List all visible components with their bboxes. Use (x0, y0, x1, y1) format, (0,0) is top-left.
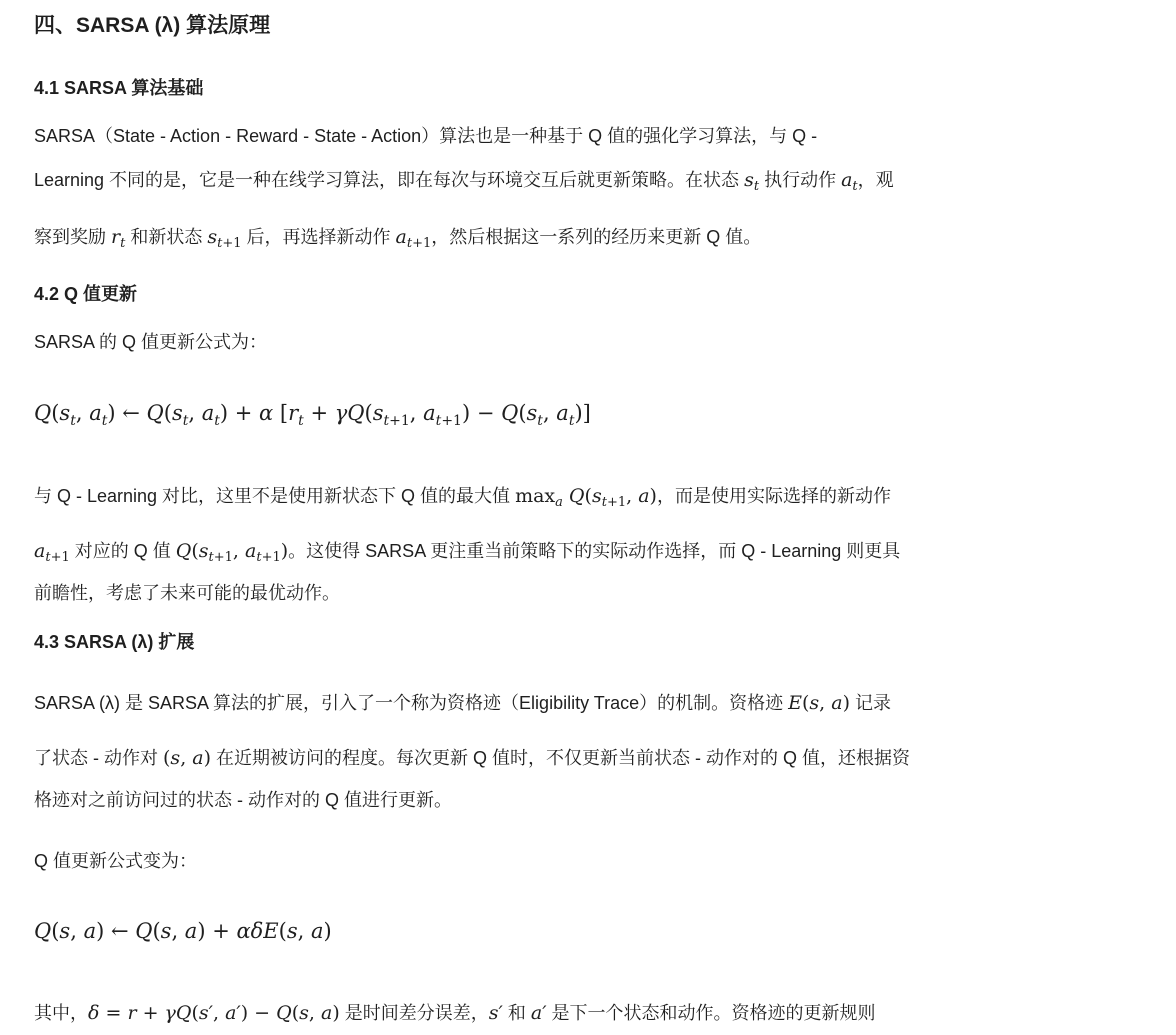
math-q-next: $Q(s_{t+1}$, $a_{t+1}$) (175, 540, 289, 565)
heading-4-3: 4.3 SARSA (λ) 扩展 (34, 632, 195, 652)
heading-4-1: 4.1 SARSA 算法基础 (34, 78, 204, 98)
math-e-sa: E(s, a) (788, 692, 850, 714)
math-a-t: $a_t$ (841, 169, 858, 194)
paragraph-4-2-intro: SARSA 的 Q 值更新公式为： (34, 332, 268, 352)
paragraph-4-3-line-2: 了状态 - 动作对 (s, a) 在近期被访问的程度。每次更新 Q 值时，不仅更新当前状态 - 动作对的 Q 值，还根据资 (34, 747, 911, 769)
paragraph-4-3-line-1: SARSA (λ) 是 SARSA 算法的扩展，引入了一个称为资格迹（Eligibility Trace）的机制。资格迹 E(s, a) 记录 (34, 692, 892, 714)
heading-4-2: 4.2 Q 值更新 (34, 284, 138, 304)
paragraph-4-2-line-1: 与 Q - Learning 对比，这里不是使用新状态下 Q 值的最大值 $\max_a Q(s_{t+1}$, a)，而是使用实际选择的新动作 (34, 485, 891, 510)
math-s-t: $s_t$ (744, 169, 760, 194)
math-max-q: $\max_a Q(s_{t+1}$, a) (515, 485, 657, 510)
math-s-prime: s′ (488, 1002, 503, 1024)
math-sa-pair: (s, a) (163, 747, 212, 769)
section-title: 四、SARSA (λ) 算法原理 (34, 14, 271, 37)
paragraph-4-2-line-3: 前瞻性，考虑了未来可能的最优动作。 (34, 583, 340, 603)
paragraph-4-3-line-3: 格迹对之前访问过的状态 - 动作对的 Q 值进行更新。 (34, 790, 452, 810)
sarsa-lambda-update-formula: Q(s, a) ← Q(s, a) + αδE(s, a) (34, 919, 332, 943)
math-a-t1: $a_{t+1}$ (34, 540, 70, 565)
math-a-t1: $a_{t+1}$ (395, 226, 432, 251)
paragraph-4-3-line-4: 其中，δ = r + γQ(s′, a′) − Q(s, a) 是时间差分误差，s′ 和 a′ 是下一个状态和动作。资格迹的更新规则 (34, 1002, 876, 1024)
paragraph-4-2-line-2: $a_{t+1}$ 对应的 Q 值 $Q(s_{t+1}$, $a_{t+1}$)。这使得 SARSA 更注重当前策略下的实际动作选择，而 Q - Learning 则更具 (34, 540, 901, 565)
math-td-error: δ = r + γQ(s′, a′) − Q(s, a) (88, 1002, 340, 1024)
paragraph-4-3-intro: Q 值更新公式变为： (34, 851, 198, 871)
paragraph-4-1-line-3: 察到奖励 $r_t$ 和新状态 $s_{t+1}$ 后，再选择新动作 $a_{t+1}$，然后根据这一系列的经历来更新 Q 值。 (34, 226, 762, 251)
math-a-prime: a′ (530, 1002, 547, 1024)
math-r-t: $r_t$ (111, 226, 126, 251)
math-s-t1: $s_{t+1}$ (207, 226, 242, 251)
paragraph-4-1-line-1: SARSA（State - Action - Reward - State - Action）算法也是一种基于 Q 值的强化学习算法，与 Q - (34, 126, 818, 146)
sarsa-update-formula: $Q(s_t$, $a_t$) ← $Q(s_t$, $a_t) + \alpha$ [$r_t + \gamma Q(s_{t+1}$, $a_{t+1}) - Q(s_t$, $a_t$)] (34, 401, 591, 429)
paragraph-4-1-line-2: Learning 不同的是，它是一种在线学习算法，即在每次与环境交互后就更新策略。在状态 $s_t$ 执行动作 $a_t$，观 (34, 169, 894, 194)
